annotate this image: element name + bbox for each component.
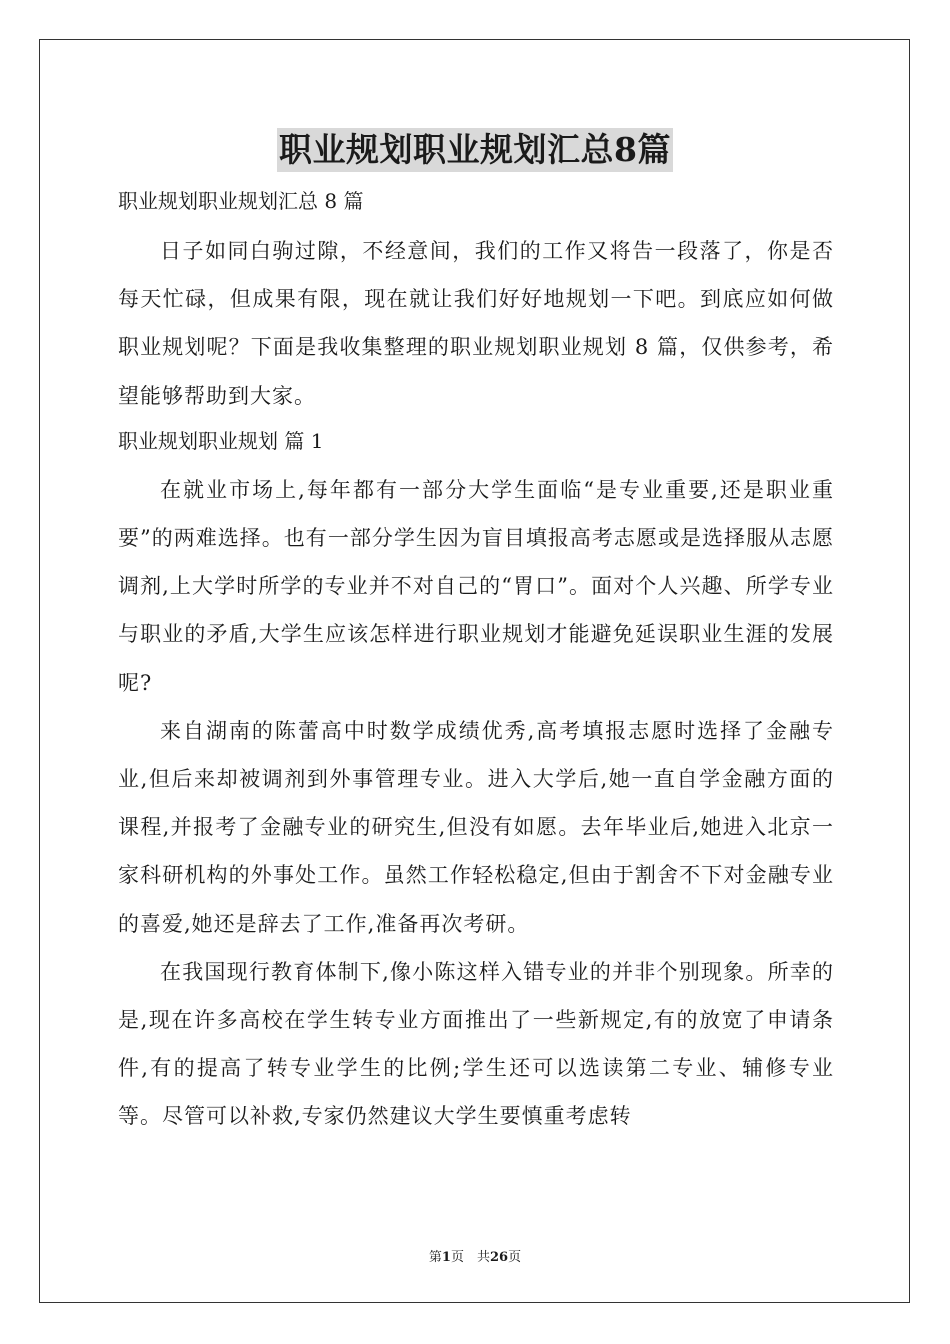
body-paragraph: 在我国现行教育体制下,像小陈这样入错专业的并非个别现象。所幸的是,现在许多高校在学生转专业方面推出了一些新规定,有的放宽了申请条件,有的提高了转专业学生的比例;学生还可以选读第二专业、辅修专业等。尽管可以补救,专家仍然建议大学生要慎重考虑转: [118, 959, 834, 1129]
footer-page-total: 26: [489, 1250, 509, 1265]
footer-page-current: 1: [441, 1250, 451, 1265]
page-footer: [0, 1246, 950, 1265]
footer-page-mid: 页 共: [450, 1250, 490, 1265]
section-heading: 职业规划职业规划 篇 1: [118, 428, 324, 453]
document-subtitle: 职业规划职业规划汇总 8 篇: [118, 189, 364, 213]
footer-page-suffix: 页: [508, 1250, 522, 1265]
footer-page-prefix: 第: [428, 1250, 442, 1265]
document-body: [118, 183, 834, 1141]
document-title-wrapper: [0, 128, 950, 172]
intro-paragraph: 日子如同白驹过隙，不经意间，我们的工作又将告一段落了，你是否每天忙碌，但成果有限，现在就让我们好好地规划一下吧。到底应如何做职业规划呢？下面是我收集整理的职业规划职业规划 8 篇，仅供参考，希望能够帮助到大家。: [118, 239, 834, 408]
document-title: 职业规划职业规划汇总8篇: [277, 128, 673, 172]
body-paragraph: 在就业市场上,每年都有一部分大学生面临“是专业重要,还是职业重要”的两难选择。也有一部分学生因为盲目填报高考志愿或是选择服从志愿调剂,上大学时所学的专业并不对自己的“胃口”。面对个人兴趣、所学专业与职业的矛盾,大学生应该怎样进行职业规划才能避免延误职业生涯的发展呢?: [118, 477, 834, 695]
body-paragraph: 来自湖南的陈蕾高中时数学成绩优秀,高考填报志愿时选择了金融专业,但后来却被调剂到外事管理专业。进入大学后,她一直自学金融方面的课程,并报考了金融专业的研究生,但没有如愿。去年毕业后,她进入北京一家科研机构的外事处工作。虽然工作轻松稳定,但由于割舍不下对金融专业的喜爱,她还是辞去了工作,准备再次考研。: [118, 718, 834, 936]
